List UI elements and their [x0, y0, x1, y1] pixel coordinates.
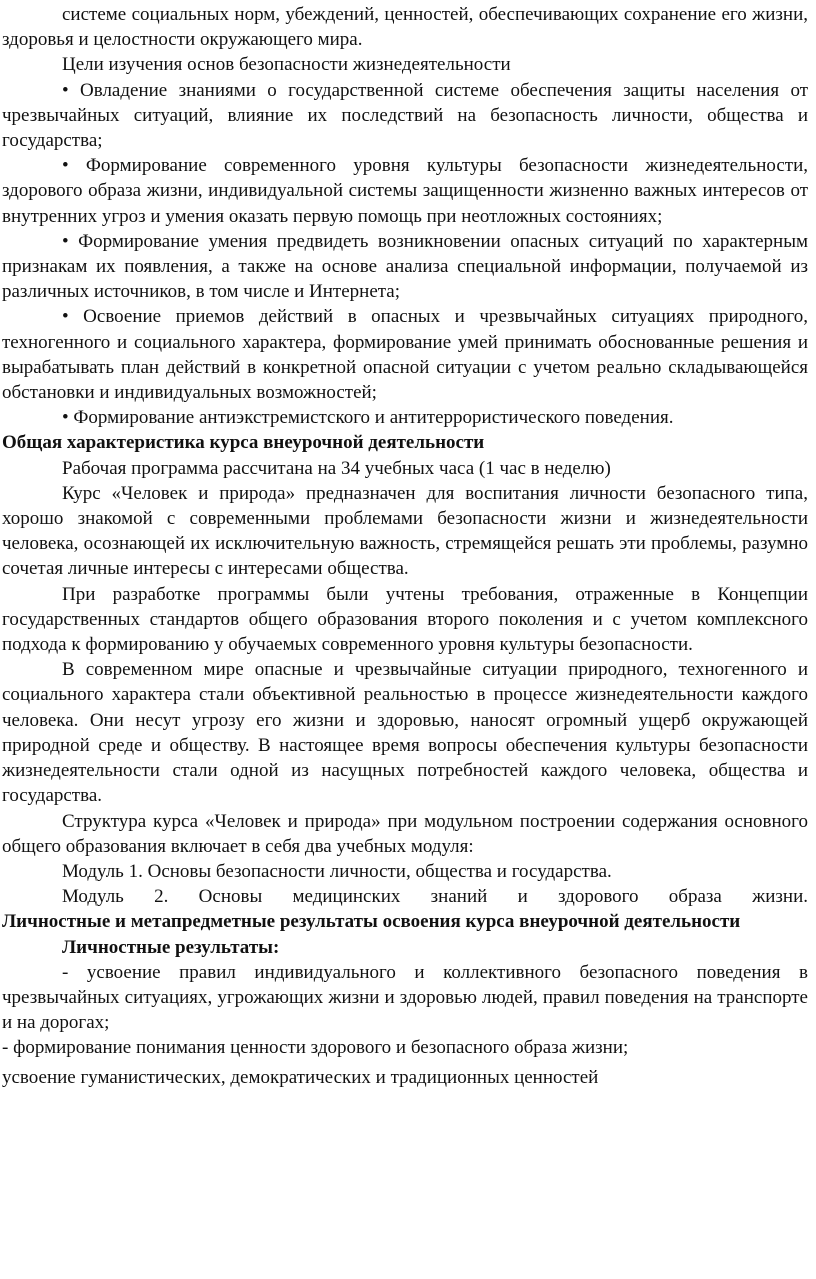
result-item-1: - усвоение правил индивидуального и коллективного безопасного поведения в чрезвычайных ситуациях, угрожающих жизни и здоровью людей, правил поведения на транспорте и на дорогах;: [2, 961, 808, 1034]
result-item-3: усвоение гуманистических, демократических и традиционных ценностей: [2, 1066, 599, 1088]
goal-item-1: • Овладение знаниями о государственной системе обеспечения защиты населения от чрезвычайных ситуаций, влияние их последствий на безопасность личности, общества и государства;: [2, 79, 808, 152]
subheading-personal-results: Личностные результаты:: [62, 936, 280, 958]
paragraph-modern-world: В современном мире опасные и чрезвычайные ситуации природного, техногенного и социального характера стали объективной реальностью в процессе жизнедеятельности каждого человека. Они несут угрозу его жизни и здоровью, наносят огромный ущерб окружающей природной среде и обществу. В настоящее время вопросы обеспечения культуры безопасности жизнедеятельности стали одной из насущных потребностей каждого человека, общества и государства.: [2, 659, 808, 807]
section-heading-general: Общая характеристика курса внеурочной деятельности: [2, 432, 485, 454]
module-1: Модуль 1. Основы безопасности личности, общества и государства.: [62, 860, 612, 882]
module-2: Модуль 2. Основы медицинских знаний и здорового образа жизни.: [62, 886, 808, 908]
paragraph-hours: Рабочая программа рассчитана на 34 учебных часа (1 час в неделю): [62, 457, 611, 479]
paragraph-development: При разработке программы были учтены требования, отраженные в Концепции государственных стандартов общего образования второго поколения и с учетом комплексного подхода к формированию у обучаемых современного уровня культуры безопасности.: [2, 583, 808, 656]
section-heading-results: Личностные и метапредметные результаты освоения курса внеурочной деятельности: [2, 911, 741, 933]
paragraph-course: Курс «Человек и природа» предназначен для воспитания личности безопасного типа, хорошо знакомой с современными проблемами безопасности жизни и жизнедеятельности человека, осознающей их исключительную важность, стремящейся решать эти проблемы, разумно сочетая личные интересы с интересами общества.: [2, 482, 808, 580]
paragraph-structure: Структура курса «Человек и природа» при модульном построении содержания основного общего образования включает в себя два учебных модуля:: [2, 810, 808, 857]
paragraph-intro: системе социальных норм, убеждений, ценностей, обеспечивающих сохранение его жизни, здоровья и целостности окружающего мира.: [2, 4, 808, 51]
goal-item-4: • Освоение приемов действий в опасных и чрезвычайных ситуациях природного, техногенного и социального характера, формирование умей принимать обоснованные решения и вырабатывать план действий в конкретной опасной ситуации с учетом реально складывающейся обстановки и индивидуальных возможностей;: [2, 306, 808, 404]
goal-item-5: • Формирование антиэкстремистского и антитеррористического поведения.: [62, 407, 674, 429]
goals-title: Цели изучения основ безопасности жизнедеятельности: [62, 54, 511, 76]
goal-item-2: • Формирование современного уровня культуры безопасности жизнедеятельности, здорового образа жизни, индивидуальной системы защищенности жизненно важных интересов от внутренних угроз и умения оказать первую помощь при неотложных состояниях;: [2, 155, 808, 227]
goal-item-3: • Формирование умения предвидеть возникновении опасных ситуаций по характерным признакам их появления, а также на основе анализа специальной информации, получаемой из различных источников, в том числе и Интернета;: [2, 230, 808, 303]
result-item-2: - формирование понимания ценности здорового и безопасного образа жизни;: [2, 1037, 629, 1059]
